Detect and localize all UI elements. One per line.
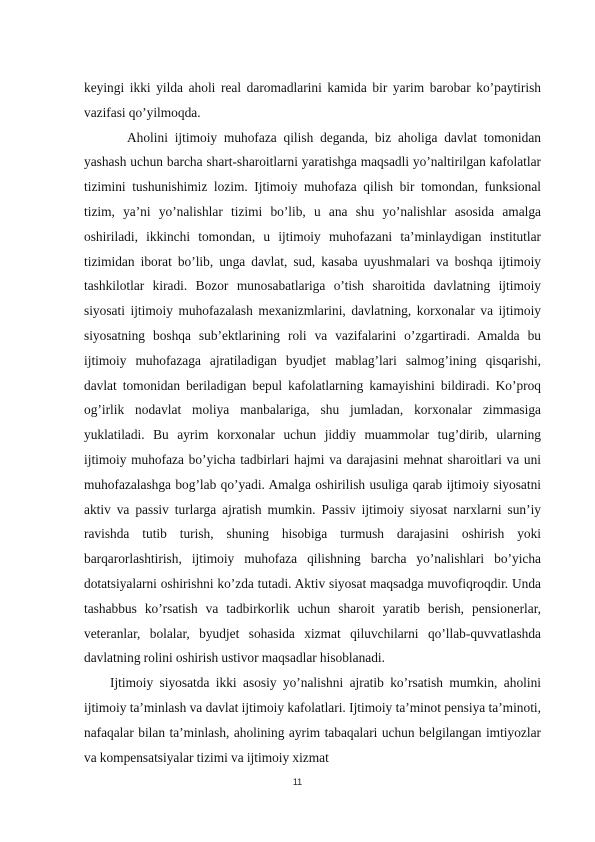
paragraph-continuation: keyingi ikki yilda aholi real daromadlarini kamida bir yarim barobar ko’paytirish vazifasi qo’yilmoqda. <box>84 80 541 120</box>
paragraph-social-policy-directions: Ijtimoiy siyosatda ikki asosiy yo’nalishni ajratib ko’rsatish mumkin, aholini ijtimoiy ta’minlash va davlat ijtimoiy kafolatlari. Ijtimoiy ta’minot pensiya ta’minoti, nafaqalar bilan ta’minlash, aholining ayrim tabaqalari uchun belgilangan imtiyozlar va kompensatsiyalar tizimi va ijtimoiy xizmat <box>84 675 541 765</box>
paragraph-social-protection-definition: Aholini ijtimoiy muhofaza qilish deganda, biz aholiga davlat tomonidan yashash uchun barcha shart-sharoitlarni yaratishga maqsadli yo’naltirilgan kafolatlar tizimini tushunishimiz lozim. Ijtimoiy muhofaza qilish bir tomondan, funksional tizim, ya’ni yo’nalishlar tizimi bo’lib, u ana shu yo’nalishlar asosida amalga oshiriladi, ikkinchi tomondan, u ijtimoiy muhofazani ta’minlaydigan institutlar tizimidan iborat bo’lib, unga davlat, sud, kasaba uyushmalari va boshqa ijtimoiy tashkilotlar kiradi. Bozor munosabatlariga o’tish sharoitida davlatning ijtimoiy siyosati ijtimoiy muhofazalash mexanizmlarini, davlatning, korxonalar va ijtimoiy siyosatning boshqa sub’ektlarining roli va vazifalarini o’zgartiradi. Amalda bu ijtimoiy muhofazaga ajratiladigan byudjet mablag’lari salmog’ining qisqarishi, davlat tomonidan beriladigan bepul kafolatlarning kamayishini bildiradi. Ko’proq og’irlik nodavlat moliya manbalariga, shu jumladan, korxonalar zimmasiga yuklatiladi. Bu ayrim korxonalar uchun jiddiy muammolar tug’dirib, ularning ijtimoiy muhofaza bo’yicha tadbirlari hajmi va darajasini mehnat sharoitlari va uni muhofazalashga bog’lab qo’yadi. Amalga oshirilish usuliga qarab ijtimoiy siyosatni aktiv va passiv turlarga ajratish mumkin. Passiv ijtimoiy siyosat narxlarni sun’iy ravishda tutib turish, shuning hisobiga turmush darajasini oshirish yoki barqarorlashtirish, ijtimoiy muhofaza qilishning barcha yo’nalishlari bo’yicha dotatsiyalarni oshirishni ko’zda tutadi. Aktiv siyosat maqsadga muvofiqroqdir. Unda tashabbus ko’rsatish va tadbirkorlik uchun sharoit yaratib berish, pensionerlar, veteranlar, bolalar, byudjet sohasida xizmat qiluvchilarni qo’llab-quvvatlashda davlatning rolini oshirish ustivor maqsadlar hisoblanadi. <box>84 129 541 666</box>
page-number: 11 <box>292 777 303 787</box>
document-page <box>84 76 541 770</box>
